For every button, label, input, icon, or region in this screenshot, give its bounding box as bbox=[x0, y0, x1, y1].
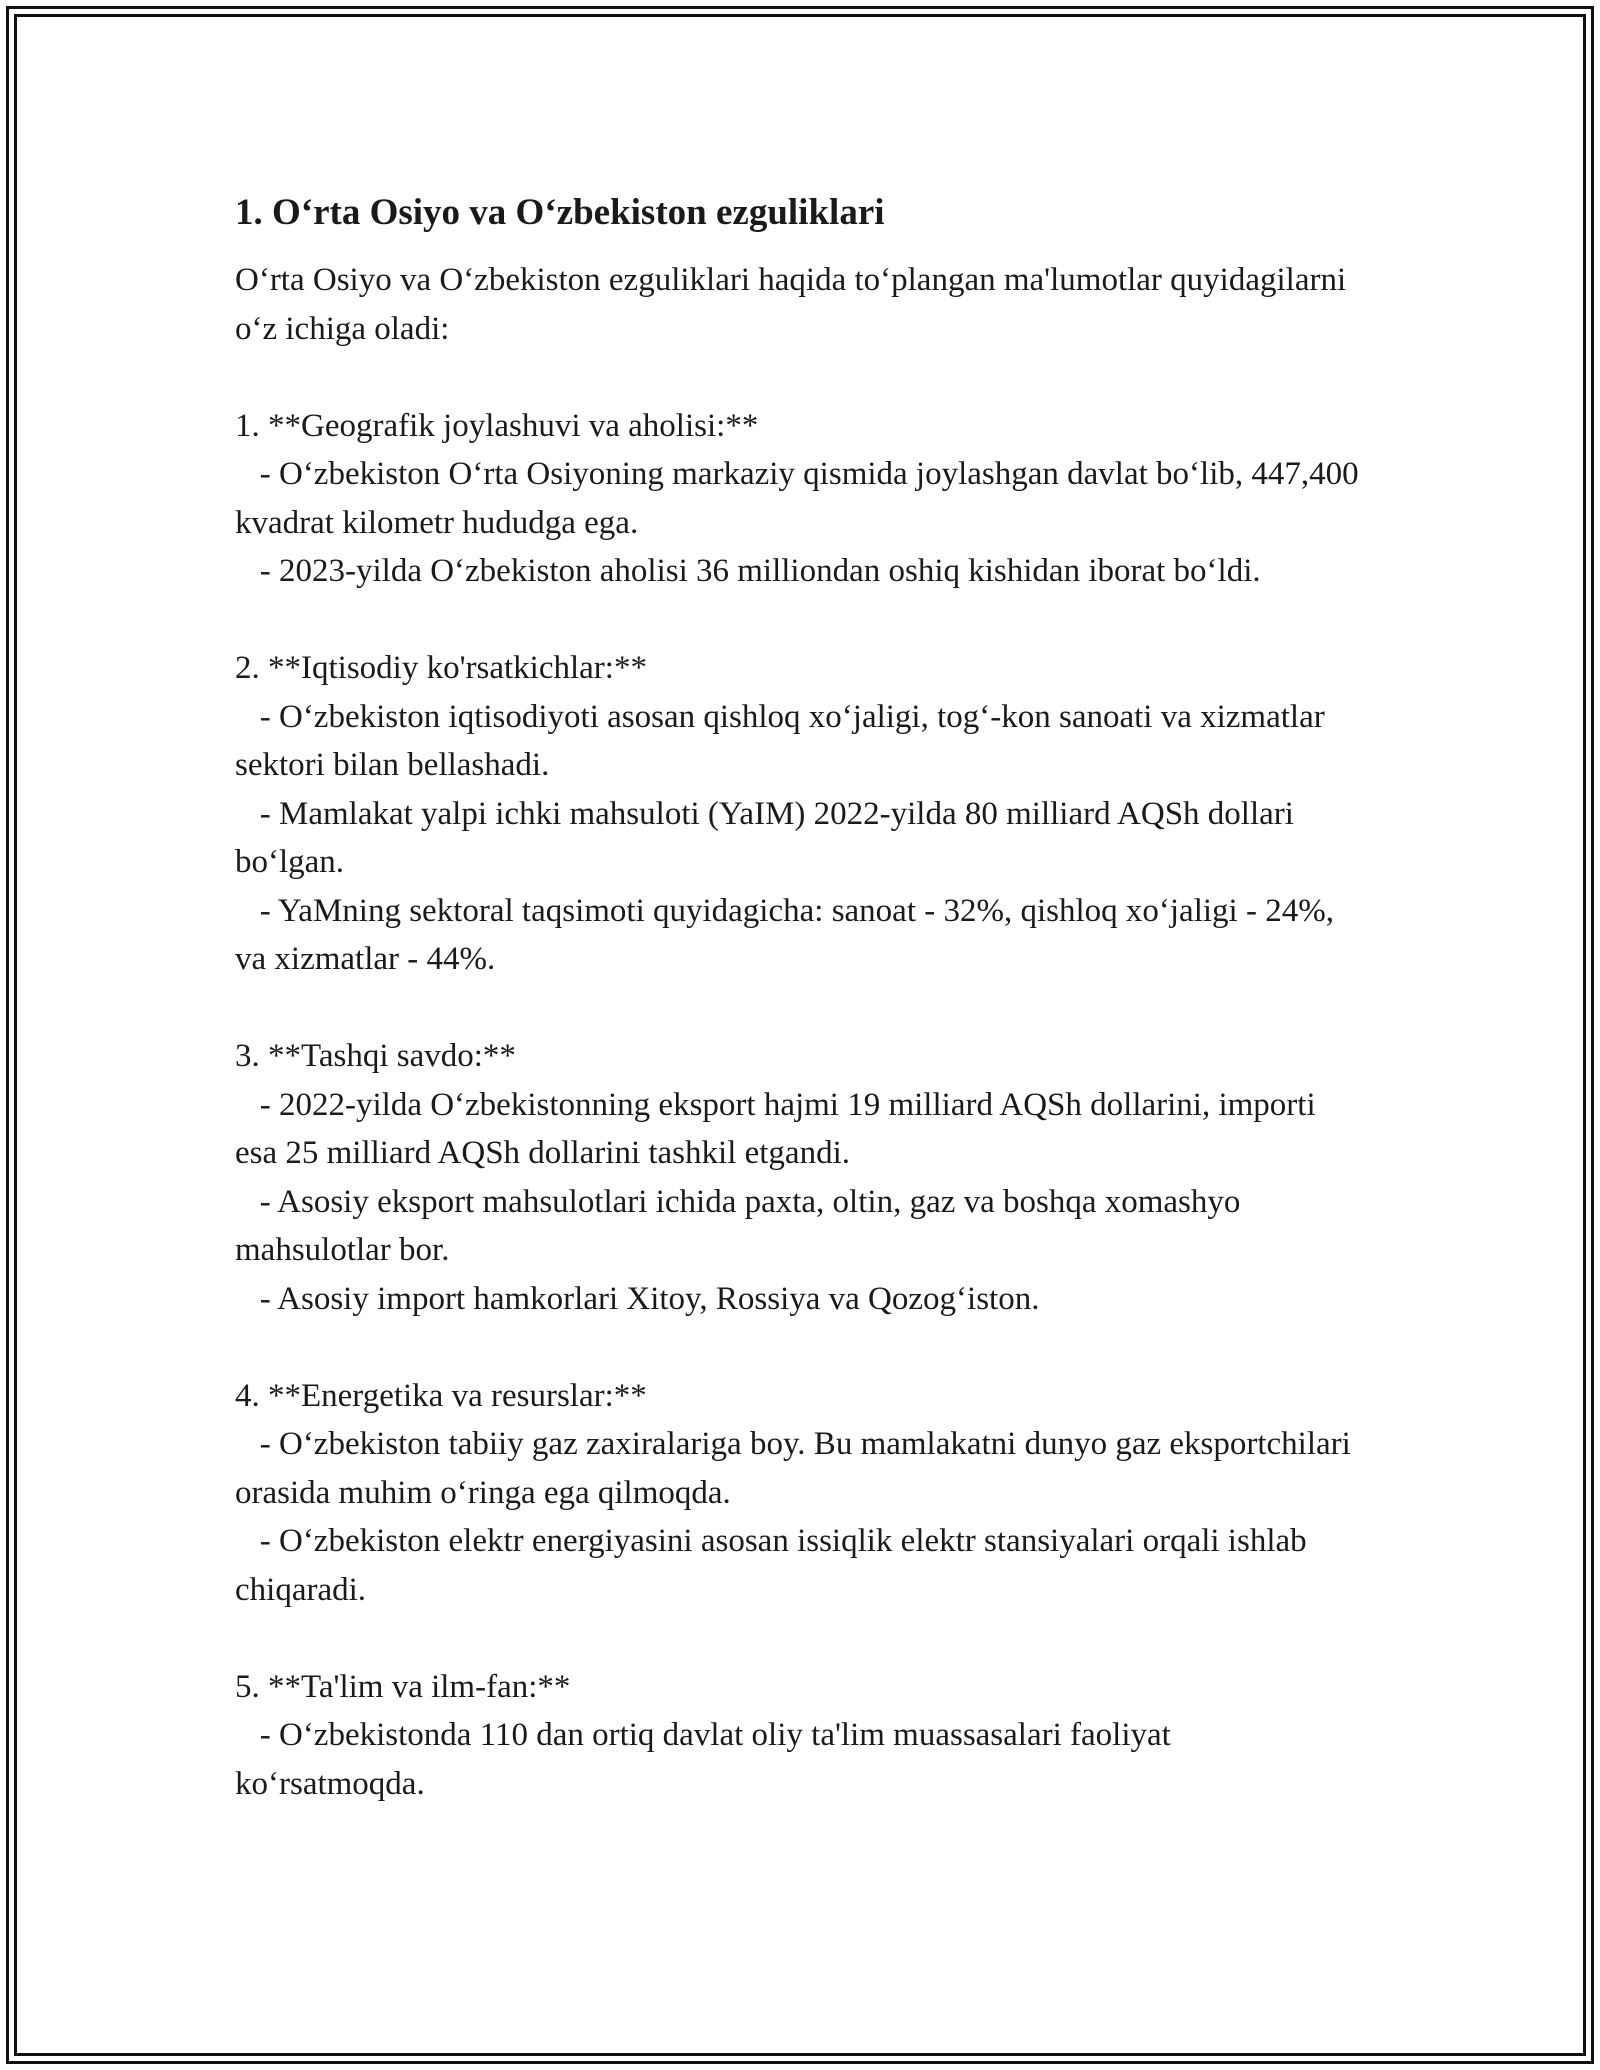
section-text: O‘rta Osiyo va O‘zbekiston ezguliklari haqida to‘plangan ma'lumotlar quyidagilarni o‘z ichiga oladi: 1. **Geografik joylashuvi va aholisi:** - O‘zbekiston O‘rta Osiyoning markaziy qismida joylashgan davlat bo‘lib, 447,400 kvadrat kilometr hududga ega. - 2023-yilda O‘zbekiston aholisi 36 milliondan oshiq kishidan iborat bo‘ldi. 2. **Iqtisodiy ko'rsatkichlar:** - O‘zbekiston iqtisodiyoti asosan qishloq xo‘jaligi, tog‘-kon sanoati va xizmatlar sektori bilan bellashadi. - Mamlakat yalpi ichki mahsuloti (YaIM) 2022-yilda 80 milliard AQSh dollari bo‘lgan. - YaMning sektoral taqsimoti quyidagicha: sanoat - 32%, qishloq xo‘jaligi - 24%, va xizmatlar - 44%. 3. **Tashqi savdo:** - 2022-yilda O‘zbekistonning eksport hajmi 19 milliard AQSh dollarini, importi esa 25 milliard AQSh dollarini tashkil etgandi. - Asosiy eksport mahsulotlari ichida paxta, oltin, gaz va boshqa xomashyo mahsulotlar bor. - Asosiy import hamkorlari Xitoy, Rossiya va Qozog‘iston. 4. **Energetika va resurslar:** - O‘zbekiston tabiiy gaz zaxiralariga boy. Bu mamlakatni dunyo gaz eksportchilari orasida muhim o‘ringa ega qilmoqda. - O‘zbekiston elektr energiyasini asosan issiqlik elektr stansiyalari orqali ishlab chiqaradi. 5. **Ta'lim va ilm-fan:** - O‘zbekistonda 110 dan ortiq davlat oliy ta'lim muassasalari faoliyat ko‘rsatmoqda. bbox=[235, 262, 1359, 1802]
document-body bbox=[235, 186, 1365, 1808]
section-heading: 1. O‘rta Osiyo va O‘zbekiston ezguliklari bbox=[235, 192, 885, 233]
